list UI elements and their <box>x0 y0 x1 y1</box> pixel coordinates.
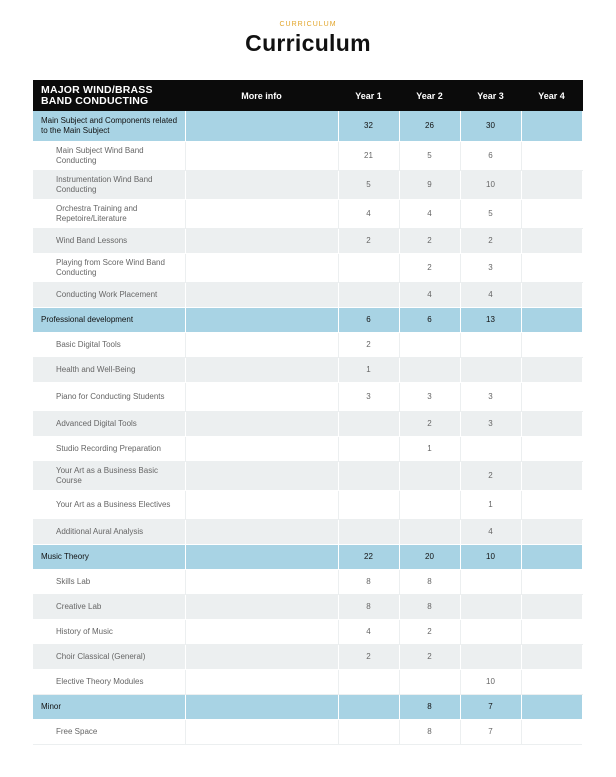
table-row <box>33 199 582 228</box>
column-header-year-4: Year 4 <box>521 80 582 111</box>
more-info-cell <box>185 111 338 141</box>
curriculum-table <box>33 80 583 745</box>
page-title: Curriculum <box>245 30 371 56</box>
table-row <box>33 594 582 619</box>
row-name: Health and Well-Being <box>33 357 185 382</box>
row-name: Playing from Score Wind Band Conducting <box>33 253 185 282</box>
page-kicker: CURRICULUM <box>279 21 337 28</box>
row-name: Wind Band Lessons <box>33 228 185 253</box>
more-info-cell <box>185 619 338 644</box>
year-3-cell: 7 <box>460 694 521 719</box>
year-1-cell <box>338 694 399 719</box>
row-name: Main Subject Wind Band Conducting <box>33 141 185 170</box>
row-name: History of Music <box>33 619 185 644</box>
row-name: Free Space <box>33 719 185 744</box>
year-4-cell <box>521 619 582 644</box>
year-2-cell: 5 <box>399 141 460 170</box>
year-2-cell: 9 <box>399 170 460 199</box>
more-info-cell <box>185 669 338 694</box>
year-2-cell: 6 <box>399 307 460 332</box>
year-4-cell <box>521 253 582 282</box>
year-2-cell: 26 <box>399 111 460 141</box>
table-row <box>33 357 582 382</box>
year-1-cell <box>338 490 399 519</box>
row-name: Studio Recording Preparation <box>33 436 185 461</box>
year-4-cell <box>521 332 582 357</box>
year-4-cell <box>521 382 582 411</box>
more-info-cell <box>185 357 338 382</box>
section-row <box>33 694 582 719</box>
year-3-cell: 4 <box>460 519 521 544</box>
year-3-cell: 7 <box>460 719 521 744</box>
year-3-cell: 10 <box>460 544 521 569</box>
year-1-cell: 32 <box>338 111 399 141</box>
year-3-cell <box>460 332 521 357</box>
more-info-cell <box>185 199 338 228</box>
table-row <box>33 170 582 199</box>
year-1-cell: 2 <box>338 228 399 253</box>
more-info-cell <box>185 544 338 569</box>
year-1-cell: 4 <box>338 199 399 228</box>
row-name: Basic Digital Tools <box>33 332 185 357</box>
year-3-cell <box>460 644 521 669</box>
year-3-cell: 13 <box>460 307 521 332</box>
more-info-cell <box>185 307 338 332</box>
more-info-cell <box>185 719 338 744</box>
year-1-cell: 8 <box>338 569 399 594</box>
year-2-cell: 4 <box>399 282 460 307</box>
year-2-cell <box>399 519 460 544</box>
year-1-cell: 5 <box>338 170 399 199</box>
year-2-cell: 8 <box>399 719 460 744</box>
year-2-cell: 4 <box>399 199 460 228</box>
table-row <box>33 332 582 357</box>
year-1-cell <box>338 411 399 436</box>
year-4-cell <box>521 544 582 569</box>
year-2-cell: 1 <box>399 436 460 461</box>
year-1-cell: 2 <box>338 332 399 357</box>
table-row <box>33 141 582 170</box>
year-3-cell: 10 <box>460 669 521 694</box>
year-2-cell: 8 <box>399 569 460 594</box>
year-2-cell <box>399 332 460 357</box>
column-header-more-info: More info <box>185 80 338 111</box>
table-row <box>33 253 582 282</box>
year-2-cell: 3 <box>399 382 460 411</box>
row-name: Instrumentation Wind Band Conducting <box>33 170 185 199</box>
year-4-cell <box>521 719 582 744</box>
year-3-cell: 2 <box>460 228 521 253</box>
year-4-cell <box>521 141 582 170</box>
row-name: Music Theory <box>33 544 185 569</box>
table-row <box>33 382 582 411</box>
more-info-cell <box>185 253 338 282</box>
year-1-cell: 8 <box>338 594 399 619</box>
year-2-cell: 8 <box>399 694 460 719</box>
year-3-cell <box>460 357 521 382</box>
year-1-cell: 6 <box>338 307 399 332</box>
year-4-cell <box>521 411 582 436</box>
table-row <box>33 569 582 594</box>
year-2-cell: 2 <box>399 644 460 669</box>
year-1-cell <box>338 282 399 307</box>
table-row <box>33 228 582 253</box>
year-1-cell: 2 <box>338 644 399 669</box>
year-3-cell: 30 <box>460 111 521 141</box>
row-name: Skills Lab <box>33 569 185 594</box>
year-3-cell <box>460 619 521 644</box>
column-header-year-3: Year 3 <box>460 80 521 111</box>
year-4-cell <box>521 461 582 490</box>
year-2-cell <box>399 461 460 490</box>
year-1-cell: 21 <box>338 141 399 170</box>
column-header-program: MAJOR WIND/BRASS BAND CONDUCTING <box>33 80 185 111</box>
row-name: Piano for Conducting Students <box>33 382 185 411</box>
table-row <box>33 461 582 490</box>
table-row <box>33 619 582 644</box>
year-4-cell <box>521 669 582 694</box>
year-4-cell <box>521 228 582 253</box>
year-4-cell <box>521 357 582 382</box>
more-info-cell <box>185 141 338 170</box>
year-2-cell: 2 <box>399 619 460 644</box>
table-row <box>33 719 582 744</box>
row-name: Your Art as a Business Electives <box>33 490 185 519</box>
table-header-row <box>33 80 582 111</box>
table-row <box>33 519 582 544</box>
row-name: Minor <box>33 694 185 719</box>
more-info-cell <box>185 694 338 719</box>
row-name: Advanced Digital Tools <box>33 411 185 436</box>
more-info-cell <box>185 436 338 461</box>
year-3-cell: 3 <box>460 253 521 282</box>
year-4-cell <box>521 307 582 332</box>
more-info-cell <box>185 569 338 594</box>
year-4-cell <box>521 436 582 461</box>
year-4-cell <box>521 569 582 594</box>
year-1-cell: 1 <box>338 357 399 382</box>
year-1-cell <box>338 461 399 490</box>
year-1-cell <box>338 719 399 744</box>
row-name: Orchestra Training and Repetoire/Literature <box>33 199 185 228</box>
year-2-cell <box>399 357 460 382</box>
table-row <box>33 411 582 436</box>
year-4-cell <box>521 519 582 544</box>
more-info-cell <box>185 461 338 490</box>
table-row <box>33 436 582 461</box>
year-1-cell <box>338 519 399 544</box>
more-info-cell <box>185 282 338 307</box>
more-info-cell <box>185 594 338 619</box>
row-name: Elective Theory Modules <box>33 669 185 694</box>
year-4-cell <box>521 490 582 519</box>
year-1-cell: 22 <box>338 544 399 569</box>
row-name: Main Subject and Components related to the Main Subject <box>33 111 185 141</box>
year-2-cell: 2 <box>399 411 460 436</box>
more-info-cell <box>185 228 338 253</box>
year-4-cell <box>521 282 582 307</box>
year-4-cell <box>521 694 582 719</box>
year-3-cell <box>460 569 521 594</box>
column-header-year-1: Year 1 <box>338 80 399 111</box>
year-3-cell: 3 <box>460 411 521 436</box>
year-1-cell: 3 <box>338 382 399 411</box>
more-info-cell <box>185 382 338 411</box>
year-3-cell: 3 <box>460 382 521 411</box>
year-2-cell <box>399 669 460 694</box>
year-4-cell <box>521 644 582 669</box>
table-row <box>33 282 582 307</box>
row-name: Choir Classical (General) <box>33 644 185 669</box>
row-name: Additional Aural Analysis <box>33 519 185 544</box>
year-1-cell <box>338 669 399 694</box>
more-info-cell <box>185 490 338 519</box>
year-3-cell <box>460 594 521 619</box>
year-3-cell: 4 <box>460 282 521 307</box>
year-2-cell: 8 <box>399 594 460 619</box>
table-row <box>33 644 582 669</box>
more-info-cell <box>185 519 338 544</box>
more-info-cell <box>185 644 338 669</box>
year-3-cell: 6 <box>460 141 521 170</box>
year-4-cell <box>521 111 582 141</box>
more-info-cell <box>185 332 338 357</box>
year-4-cell <box>521 594 582 619</box>
column-header-year-2: Year 2 <box>399 80 460 111</box>
row-name: Creative Lab <box>33 594 185 619</box>
row-name: Professional development <box>33 307 185 332</box>
more-info-cell <box>185 170 338 199</box>
year-2-cell: 2 <box>399 228 460 253</box>
row-name: Your Art as a Business Basic Course <box>33 461 185 490</box>
year-2-cell: 2 <box>399 253 460 282</box>
table-row <box>33 490 582 519</box>
section-row <box>33 111 582 141</box>
table-row <box>33 669 582 694</box>
year-4-cell <box>521 170 582 199</box>
year-4-cell <box>521 199 582 228</box>
year-3-cell: 10 <box>460 170 521 199</box>
year-3-cell: 1 <box>460 490 521 519</box>
year-1-cell: 4 <box>338 619 399 644</box>
year-3-cell <box>460 436 521 461</box>
year-2-cell <box>399 490 460 519</box>
year-1-cell <box>338 253 399 282</box>
more-info-cell <box>185 411 338 436</box>
year-3-cell: 2 <box>460 461 521 490</box>
section-row <box>33 307 582 332</box>
section-row <box>33 544 582 569</box>
year-2-cell: 20 <box>399 544 460 569</box>
row-name: Conducting Work Placement <box>33 282 185 307</box>
year-1-cell <box>338 436 399 461</box>
year-3-cell: 5 <box>460 199 521 228</box>
